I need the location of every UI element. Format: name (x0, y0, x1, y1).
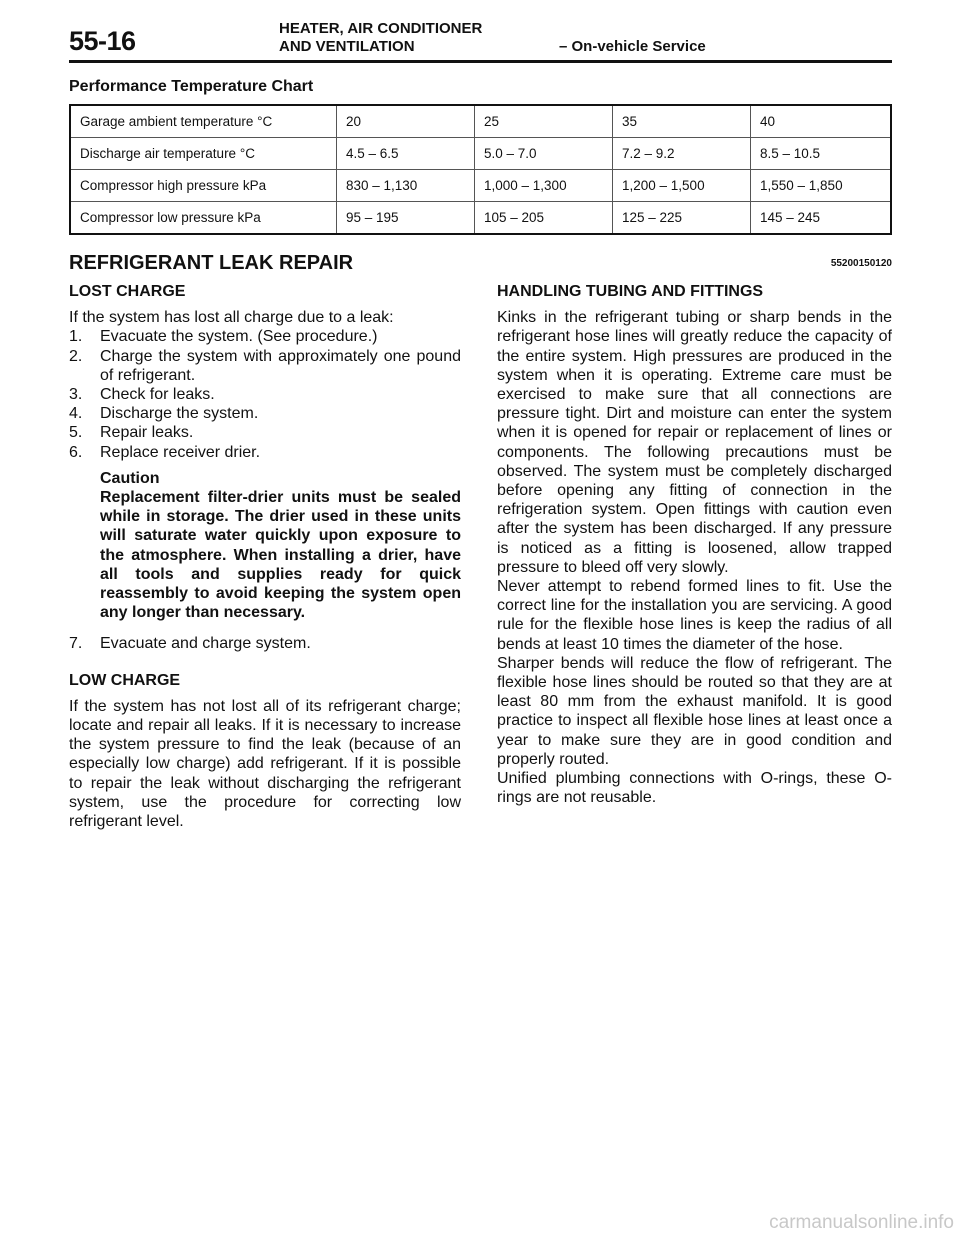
section-title: REFRIGERANT LEAK REPAIR (69, 252, 354, 274)
lost-charge-heading: LOST CHARGE (69, 283, 186, 300)
table-cell: 25 (475, 105, 613, 138)
caution-text: Replacement filter-drier units must be sealed while in storage. The drier used in these units will saturate water quickly upon exposure to the atmosphere. When installing a drier, have all tools and supplies ready for quick reassembly to avoid keeping the system open any longer than necessary. (100, 489, 461, 622)
step-text: Discharge the system. (100, 405, 259, 423)
table-cell: Compressor low pressure kPa (70, 202, 337, 235)
table-cell: 5.0 – 7.0 (475, 138, 613, 170)
table-row (70, 202, 891, 235)
list-item (69, 327, 461, 346)
caution-label: Caution (100, 469, 160, 487)
right-column (497, 282, 892, 807)
low-charge-text: If the system has not lost all of its refrigerant charge; locate and repair all leaks. If it is necessary to increase the system pressure to find the leak (because of an especially low charge) add refrigerant. If it is possible to repair the leak without discharging the refrigerant system, use the procedure for correcting low refrigerant level. (69, 697, 461, 831)
header-title (279, 20, 482, 56)
table-row (70, 138, 891, 170)
table-cell: 7.2 – 9.2 (613, 138, 751, 170)
spacer (69, 622, 461, 634)
step-text: Charge the system with approximately one pound of refrigerant. (100, 347, 461, 384)
table-cell: 1,550 – 1,850 (751, 170, 892, 202)
table-row (70, 105, 891, 138)
list-item (69, 385, 461, 404)
lost-charge-intro: If the system has lost all charge due to a leak: (69, 309, 394, 327)
step-number: 3. (69, 386, 83, 404)
header-title-line1: HEATER, AIR CONDITIONER (279, 20, 483, 37)
step-text: Replace receiver drier. (100, 443, 261, 461)
table-cell: 1,000 – 1,300 (475, 170, 613, 202)
handling-paragraph-4: Unified plumbing connections with O-rings, these O-rings are not reusable. (497, 770, 892, 807)
list-item (69, 423, 461, 442)
chart-title: Performance Temperature Chart (69, 78, 314, 95)
step-number: 5. (69, 424, 83, 442)
handling-paragraph-1: Kinks in the refrigerant tubing or sharp bends in the refrigerant hose lines will greatly reduce the capacity of the entire system. High pressures are produced in the system when it is operating. Extreme care must be exercised to make sure that all connections are pressure tight. Dirt and moisture can enter the system when it is opened for repair or replacement of lines or components. The following precautions must be observed. The system must be completely discharged before opening any fitting of connection in the refrigeration system. Open fittings with caution even after the system has been discharged. If any pressure is noticed as a fitting is loosened, allow trapped pressure to bleed off very slowly. (497, 309, 892, 576)
performance-table (69, 104, 892, 235)
list-item (69, 404, 461, 423)
table-cell: 4.5 – 6.5 (337, 138, 475, 170)
handling-paragraph-2: Never attempt to rebend formed lines to fit. Use the correct line for the installation you are servicing. A good rule for the flexible hose lines is keep the radius of all bends at least 10 times the diameter of the hose. (497, 578, 892, 653)
step-number: 1. (69, 328, 83, 346)
spacer (69, 654, 461, 671)
left-column (69, 282, 461, 831)
table-cell: 35 (613, 105, 751, 138)
low-charge-heading: LOW CHARGE (69, 671, 181, 689)
header-title-line2: AND VENTILATION (279, 38, 415, 55)
page-number: 55-16 (69, 26, 136, 56)
table-cell: Garage ambient temperature °C (70, 105, 337, 138)
table-cell: 145 – 245 (751, 202, 892, 235)
header-divider (69, 60, 892, 63)
table-cell: 125 – 225 (613, 202, 751, 235)
step-number: 6. (69, 443, 83, 461)
list-item (69, 443, 461, 462)
handling-paragraph-3: Sharper bends will reduce the flow of refrigerant. The flexible hose lines should be routed so that they are at least 80 mm from the exhaust manifold. It is good practice to inspect all flexible hose lines at least once a year to make sure they are in good condition and properly routed. (497, 654, 892, 768)
table-cell: Compressor high pressure kPa (70, 170, 337, 202)
section-code: 55200150120 (830, 258, 892, 269)
table-cell: 95 – 195 (337, 202, 475, 235)
page-header (69, 18, 892, 62)
step-number: 2. (69, 347, 83, 365)
table-cell: 20 (337, 105, 475, 138)
table-cell: 1,200 – 1,500 (613, 170, 751, 202)
table-cell: 105 – 205 (475, 202, 613, 235)
watermark: carmanualsonline.info (769, 1212, 954, 1233)
step-text: Evacuate the system. (See procedure.) (100, 328, 378, 346)
header-section: – On-vehicle Service (559, 38, 706, 55)
table-cell: 8.5 – 10.5 (751, 138, 892, 170)
list-item (69, 634, 461, 653)
caution-block (100, 469, 461, 623)
table-cell: 40 (751, 105, 892, 138)
handling-heading: HANDLING TUBING AND FITTINGS (497, 283, 764, 300)
step-number: 7. (69, 635, 83, 653)
list-item (69, 347, 461, 385)
step-text: Check for leaks. (100, 386, 215, 404)
table-cell: Discharge air temperature °C (70, 138, 337, 170)
step-text: Evacuate and charge system. (100, 635, 311, 653)
step-text: Repair leaks. (100, 424, 194, 442)
table-cell: 830 – 1,130 (337, 170, 475, 202)
step-number: 4. (69, 405, 83, 423)
table-row (70, 170, 891, 202)
